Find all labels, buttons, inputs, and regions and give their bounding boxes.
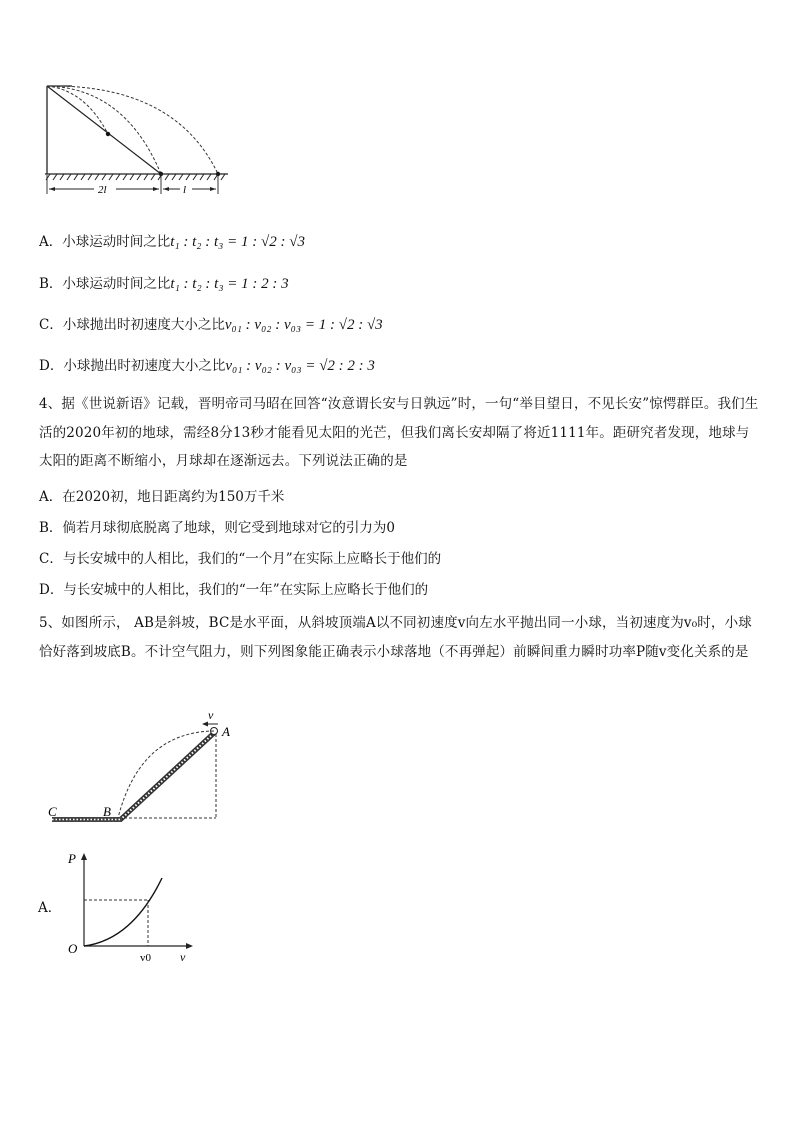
label-a: A: [222, 724, 230, 739]
option-formula: v₀₁ : v₀₂ : v₀₃ = √2 : 2 : 3: [225, 358, 375, 374]
q3-option-c: [39, 315, 383, 335]
option-label: B．: [39, 276, 63, 292]
projectile-figure: [40, 82, 240, 207]
slope-line: [47, 86, 161, 174]
ground-hatch: [46, 174, 225, 180]
label-2l: 2l: [98, 184, 107, 196]
option-text: 小球抛出时初速度大小之比: [63, 358, 226, 374]
graph-option-label: A．: [38, 900, 62, 916]
option-text: 小球抛出时初速度大小之比: [62, 317, 225, 333]
q3-option-d: [39, 356, 375, 376]
q4-option-b: B．倘若月球彻底脱离了地球，则它受到地球对它的引力为0: [39, 520, 396, 536]
q4-option-a: A．在2020初，地日距离约为150万千米: [39, 489, 285, 505]
option-label: C．: [39, 317, 63, 333]
label-c: C: [48, 804, 57, 819]
q5-stem: 5、如图所示， AB是斜坡，BC是水平面，从斜坡顶端A以不同初速度v向左水平抛出同一小球，当初速度为v₀时，小球恰好落到坡底B。不计空气阻力，则下列图象能正确表示小球落地（不再弹起）前瞬间重力瞬时功率P随v变化关系的是: [39, 615, 752, 660]
q4-stem: 4、据《世说新语》记载，晋明帝司马昭在回答“汝意谓长安与日孰远”时，一句“举目望日，不见长安”惊愕群臣。我们生活的2020年初的地球，需经8分13秒才能看见太阳的光芒，但我们离长安却隔了将近1111年。距研究者发现，地球与太阳的距离不断缩小，月球却在逐渐远去。下列说法正确的是: [39, 396, 759, 469]
option-text: 小球运动时间之比: [62, 234, 171, 250]
q4-option-d: D．与长安城中的人相比，我们的“一年”在实际上应略长于他们的: [39, 582, 429, 598]
axis-v-label: v: [180, 950, 186, 964]
option-formula: t₁ : t₂ : t₃ = 1 : 2 : 3: [170, 276, 289, 292]
option-label: D．: [39, 358, 64, 374]
axis-p-label: P: [68, 851, 76, 866]
trajectory-3: [47, 86, 218, 174]
origin-label: O: [68, 941, 78, 956]
label-b: B: [103, 804, 111, 819]
tick-v0-label: v0: [140, 952, 151, 964]
q3-option-a: [39, 232, 305, 252]
label-v: v: [208, 708, 214, 722]
landing-point-1: [106, 132, 110, 136]
label-l: l: [183, 184, 187, 196]
q4-option-c: C．与长安城中的人相比，我们的“一个月”在实际上应略长于他们的: [39, 551, 442, 567]
slope-figure: [40, 708, 240, 830]
option-formula: v₀₁ : v₀₂ : v₀₃ = 1 : √2 : √3: [224, 317, 383, 333]
option-formula: t₁ : t₂ : t₃ = 1 : √2 : √3: [170, 234, 305, 250]
option-label: A．: [39, 234, 63, 250]
p-v-graph: [62, 848, 202, 966]
option-text: 小球运动时间之比: [62, 276, 171, 292]
q3-option-b: [39, 274, 289, 294]
power-curve: [84, 878, 162, 946]
